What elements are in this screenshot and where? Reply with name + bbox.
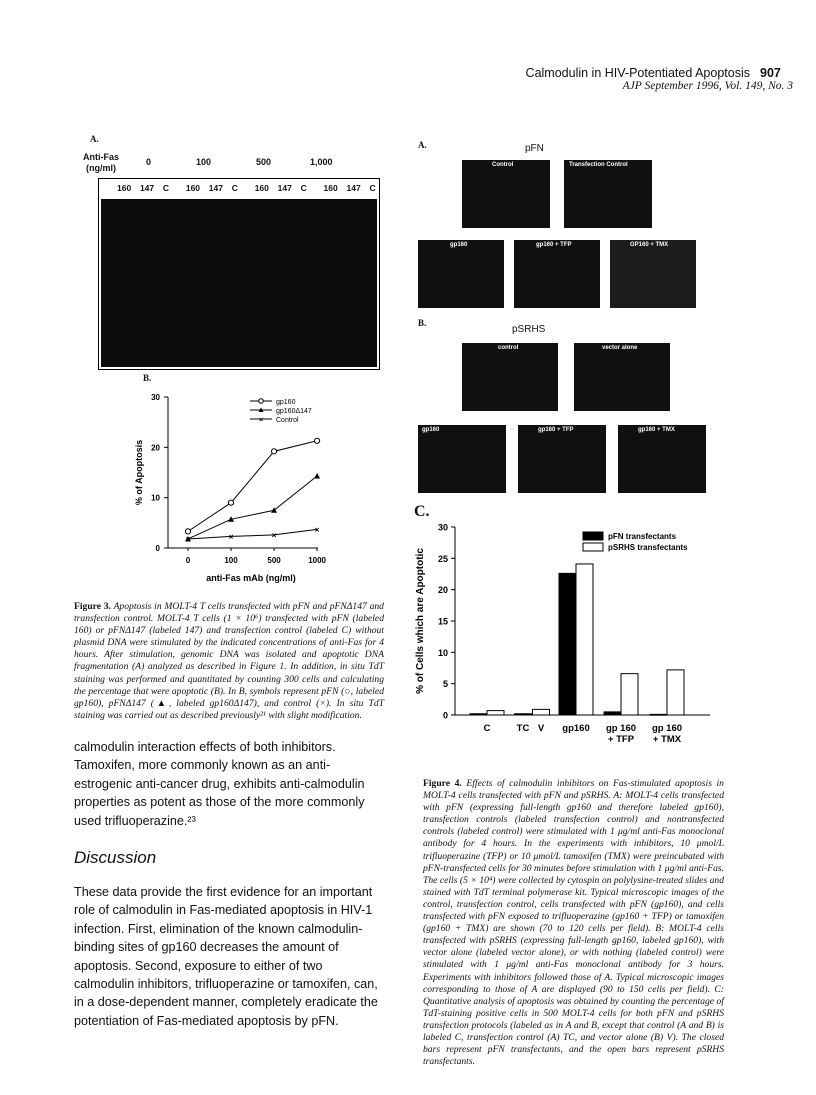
figure3-caption-text: Apoptosis in MOLT-4 T cells transfected with pFN and pFNΔ147 and transfection control. MOLT-4 T cells (1 × 10⁶) transfected with pFN (labeled 160) or pFNΔ147 (labeled 147) and transfection control (labeled C) without plasmid DNA were stimulated by the indicated concentrations of anti-Fas for 4 hours. After stimulation, genomic DNA was isolated and apoptotic DNA fragmentation (A) analyzed as described in Figure 1. In addition, in situ TdT staining was performed and quantitated by counting 300 cells and calculating the percentage that were apoptotic (B). In B, symbols represent pFN (○, labeled gp160), pFNΔ147 (▲, labeled gp160Δ147), and control (×). In situ TdT staining was carried out as described previously²¹ with slight modification. [74,601,384,721]
fig4a-panel-label: gp160 + TFP [536,242,572,248]
fig3b-line-chart [120,385,350,605]
discussion-heading: Discussion [74,848,157,867]
fig4b-panel-label: gp160 + TMX [638,427,675,433]
journal-info: AJP September 1996, Vol. 149, No. 3 [622,80,793,92]
fig3b-label: B. [143,373,152,383]
fig4a-title: pFN [525,143,544,154]
fig3a-label: A. [90,134,99,144]
data-point-gp160 [185,529,190,534]
fig4a-panel-label: gp160 [450,242,468,248]
fig4a-panel-label: GP160 + TMX [630,242,669,248]
fig4a-panel-label: Transfection Control [569,162,628,168]
y-axis-label: % of Cells which are Apoptotic [415,548,426,694]
legend-swatch [583,543,603,551]
series-line-gp160Δ147 [188,476,317,542]
gel-lane-label: C [231,183,238,193]
y-tick-label: 20 [151,443,160,453]
y-tick-label: 15 [437,616,448,627]
x-tick-label: 1000 [308,556,326,565]
y-axis-label: % of Apoptosis [134,439,144,506]
y-tick-label: 20 [437,585,448,596]
fig4b-panel-gp160 [418,425,506,493]
legend-label: gp160Δ147 [276,408,312,415]
y-tick-label: 5 [442,679,448,690]
bar-pSRHS transfectants [621,674,638,715]
x-axis-label: anti-Fas mAb (ng/ml) [206,573,296,583]
legend-swatch [583,532,603,540]
legend-marker [259,399,264,404]
series-line-gp160 [188,441,317,532]
gel-lane-labels [99,183,379,197]
bar-pFN transfectants [650,714,667,715]
fig4b-title: pSRHS [512,324,546,335]
gel-lane-label: 147 [346,183,361,193]
x-tick-label: V [537,723,545,734]
x-tick-label-2: + TMX [652,734,682,745]
gel-lane-label: 160 [254,183,269,193]
fig3a-conc-100: 100 [196,157,212,167]
data-point-Control: × [185,534,191,544]
gel-lane-label: 160 [185,183,201,193]
bar-pSRHS transfectants [487,711,504,715]
fig4b-panel-label: gp160 [422,427,440,433]
data-point-Control: × [271,530,277,540]
y-tick-label: 10 [151,493,160,503]
x-tick-label: C [483,723,491,734]
bar-pFN transfectants [559,573,576,715]
legend-label: Control [276,417,299,424]
fig4a-panel-gp160 [418,240,504,308]
gel-lane-label: 160 [323,183,338,193]
gel-lane-label: C [369,183,376,193]
figure4-caption [423,778,724,1068]
body-paragraph-2: These data provide the first evidence for an important role of calmodulin in Fas-mediated apoptosis in HIV-1 infection. First, elimination of the known calmodulin-binding sites of gp160 decreases the amount of apoptosis. Second, exposure to either of two calmodulin inhibitors, trifluoperazine or tamoxifen, can, in a dose-dependent manner, completely eradicate the potentiation of Fas-mediated apoptosis by pFN. [74,885,378,1028]
fig4b-panel-control [462,343,558,411]
bar-pSRHS transfectants [533,709,550,715]
fig4b-panel-label: vector alone [602,345,638,351]
fig3a-axis-title: Anti-Fas (ng/ml) [83,152,119,173]
fig4a-label: A. [418,140,427,150]
figure3-caption-title: Figure 3. [74,601,111,612]
fig4a-panel-transfection-control [564,160,652,228]
data-point-Control: × [228,532,234,542]
fig4c-bar-chart [405,515,725,780]
legend-label: pFN transfectants [608,532,677,541]
fig4b-panel-vector-alone [574,343,670,411]
gel-lane-label: 147 [208,183,223,193]
y-tick-label: 30 [151,393,160,402]
gel-lane-label: 147 [139,183,155,193]
gel-lane-label: C [162,183,170,193]
data-point-gp160Δ147 [314,473,320,479]
fig4b-panel-gp160-tfp [518,425,606,493]
figure4-caption-text: Effects of calmodulin inhibitors on Fas-stimulated apoptosis in MOLT-4 cells transfected with pFN and pSRHS. A: MOLT-4 cells transfected with pFN (expressing full-length gp160 and therefore labeled gp160), transfection controls (labeled transfection control) and nontransfected controls (labeled control) were stimulated with 1 μg/ml anti-Fas monoclonal antibody for 4 hours. In the experiments with inhibitors, 10 μmol/L trifluoperazine (TFP) or 10 μmol/L tamoxifen (TMX) were preincubated with pFN-transfected cells for 30 minutes before stimulation with 1 μg/ml anti-Fas. The cells (5 × 10⁴) were collected by cytospin on polylysine-treated slides and stained with TdT terminal polymerase kit. Typical microscopic images of the control, transfection control, cells transfected with pFN (gp160), and cells transfected with pFN exposed to trifluoperazine (gp160 + TFP) or tamoxifen (gp160 + TMX) are shown (70 to 120 cells per field). B: MOLT-4 cells transfected with pSRHS (expressing full-length gp160, labeled gp160), with vector alone (labeled vector alone), or with nothing (labeled control) were stimulated with 1 μg/ml anti-Fas monoclonal antibody for 3 hours. Experiments with inhibitors followed those of A. Typical microscopic images corresponding to those of A are displayed (90 to 150 cells per field). C: Quantitative analysis of apoptosis was obtained by counting the percentage of TdT-staining positive cells in 500 MOLT-4 cells for both pFN and pSRHS transfection protocols (labeled as in A and B, except that control (A and B) is labeled C, transfection control (A) TC, and vector alone (B) V). The closed bars represent pFN transfectants, and the open bars represent pSRHS transfectants. [423,778,724,1068]
fig4b-panel-label: gp160 + TFP [538,427,574,433]
gel-frame [98,178,380,370]
running-title: Calmodulin in HIV-Potentiated Apoptosis [525,66,750,80]
x-tick-label: 100 [224,556,238,565]
data-point-gp160 [271,449,276,454]
bar-pSRHS transfectants [576,564,593,715]
fig4a-panel-gp160-tfp [514,240,600,308]
fig4a-panel-label: Control [492,162,514,168]
legend-label: pSRHS transfectants [608,543,688,552]
fig4a-panel-control [462,160,550,228]
fig3a-conc-1000: 1,000 [310,157,333,167]
data-point-Control: × [314,525,320,535]
fig4b-panel-gp160-tmx [618,425,706,493]
x-tick-label: 500 [267,556,281,565]
fig3a-conc-0: 0 [146,157,152,167]
x-tick-label: 0 [185,556,191,565]
x-tick-label: TC [516,723,530,734]
bar-pFN transfectants [604,712,621,715]
figure4-caption-title: Figure 4. [423,778,462,789]
data-point-gp160 [314,438,319,443]
fig4a-panel-gp160-tmx [610,240,696,308]
gel-lane-label: 147 [277,183,292,193]
fig3a-conc-500: 500 [256,157,272,167]
bar-pSRHS transfectants [667,670,684,715]
legend-marker: × [258,417,264,424]
fig4b-label: B. [418,318,427,328]
page-number: 907 [760,66,781,80]
fig4c-label: C. [414,503,430,520]
gel-lane-label: C [300,183,307,193]
y-tick-label: 30 [437,522,448,533]
data-point-gp160 [228,500,233,505]
y-tick-label: 0 [442,710,448,721]
bar-pFN transfectants [515,714,532,715]
y-tick-label: 10 [437,647,448,658]
gel-image [101,199,377,367]
gel-lane-label: 160 [117,183,132,193]
legend-label: gp160 [276,399,296,406]
x-tick-label: gp160 [562,723,590,734]
x-tick-label: gp 160 [651,723,683,734]
y-tick-label: 0 [155,544,160,553]
figure3-caption [74,601,384,722]
x-tick-label-2: + TFP [607,734,635,745]
y-tick-label: 25 [437,553,448,564]
x-tick-label: gp 160 [605,723,637,734]
series-line-Control [188,529,317,542]
bar-pFN transfectants [470,714,487,715]
fig4b-panel-label: control [498,345,519,351]
body-paragraph-1: calmodulin interaction effects of both inhibitors. Tamoxifen, more commonly known as an anti-estrogenic anti-cancer drug, exhibits anti-calmodulin properties as potent as those of the more commonly used trifluoperazine.²³ [74,740,365,828]
